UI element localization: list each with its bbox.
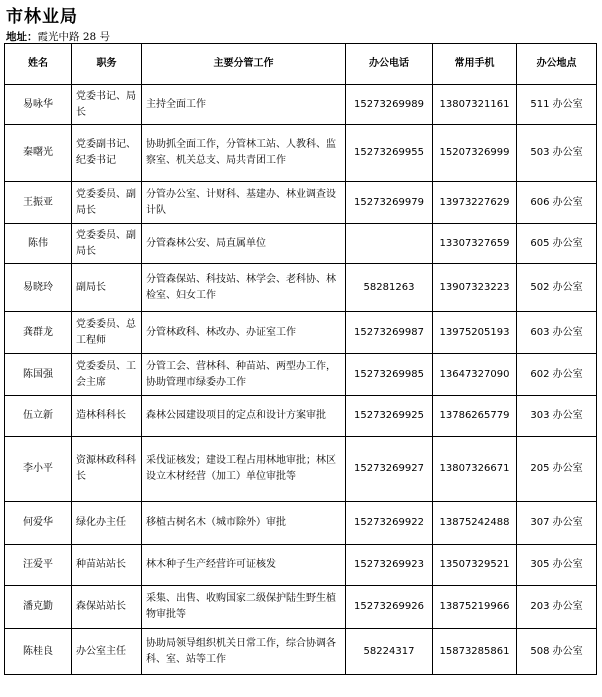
cell-name: 潘克勤 [5,586,72,629]
cell-duties: 林木种子生产经营许可证核发 [142,545,346,586]
cell-mobile: 13875242488 [433,502,517,545]
cell-duties: 分管森保站、科技站、林学会、老科协、林检室、妇女工作 [142,264,346,312]
page-title: 市林业局 [6,7,78,27]
cell-mobile: 13907323223 [433,264,517,312]
cell-position: 党委委员、副局长 [72,224,142,264]
cell-office: 503 办公室 [517,125,597,182]
cell-mobile: 13807321161 [433,85,517,125]
cell-mobile: 13307327659 [433,224,517,264]
table-row [5,396,597,437]
cell-office: 603 办公室 [517,312,597,354]
address-line [6,29,110,44]
cell-office: 303 办公室 [517,396,597,437]
cell-duties: 采伐证核发；建设工程占用林地审批；林区设立木材经营（加工）单位审批等 [142,437,346,502]
cell-name: 陈伟 [5,224,72,264]
cell-duties: 协助局领导组织机关日常工作，综合协调各科、室、站等工作 [142,629,346,675]
cell-office: 606 办公室 [517,182,597,224]
cell-office: 305 办公室 [517,545,597,586]
cell-duties: 分管办公室、计财科、基建办、林业调查设计队 [142,182,346,224]
cell-office-phone: 15273269985 [346,354,433,396]
cell-office-phone: 15273269925 [346,396,433,437]
cell-position: 造林科科长 [72,396,142,437]
cell-position: 副局长 [72,264,142,312]
col-header-office: 办公地点 [517,44,597,85]
cell-mobile: 13975205193 [433,312,517,354]
cell-office-phone: 15273269987 [346,312,433,354]
address-value: 霞光中路 28 号 [37,31,111,43]
cell-office-phone: 15273269922 [346,502,433,545]
cell-name: 易晓玲 [5,264,72,312]
cell-office-phone: 15273269926 [346,586,433,629]
col-header-duties: 主要分管工作 [142,44,346,85]
cell-office: 307 办公室 [517,502,597,545]
table-row [5,586,597,629]
cell-name: 李小平 [5,437,72,502]
table-row [5,437,597,502]
cell-office: 605 办公室 [517,224,597,264]
cell-office-phone: 15273269955 [346,125,433,182]
cell-position: 绿化办主任 [72,502,142,545]
table-row [5,182,597,224]
cell-position: 党委委员、总工程师 [72,312,142,354]
col-header-office-phone: 办公电话 [346,44,433,85]
cell-office: 508 办公室 [517,629,597,675]
address-label: 地址： [6,31,38,43]
cell-position: 党委书记、局长 [72,85,142,125]
cell-office-phone: 15273269923 [346,545,433,586]
table-row [5,312,597,354]
cell-position: 党委委员、副局长 [72,182,142,224]
cell-mobile: 13973227629 [433,182,517,224]
cell-duties: 协助抓全面工作，分管林工站、人教科、监察室、机关总支、局共青团工作 [142,125,346,182]
cell-mobile: 13647327090 [433,354,517,396]
cell-mobile: 13875219966 [433,586,517,629]
directory-table [4,43,597,675]
table-row [5,354,597,396]
cell-office: 205 办公室 [517,437,597,502]
cell-mobile: 13807326671 [433,437,517,502]
cell-duties: 分管森林公安、局直属单位 [142,224,346,264]
cell-duties: 分管工会、营林科、种苗站、两型办工作，协助管理市绿委办工作 [142,354,346,396]
cell-mobile: 15207326999 [433,125,517,182]
table-row [5,224,597,264]
cell-name: 王振亚 [5,182,72,224]
cell-office-phone: 15273269979 [346,182,433,224]
cell-office: 203 办公室 [517,586,597,629]
cell-name: 汪爱平 [5,545,72,586]
cell-name: 易咏华 [5,85,72,125]
cell-position: 森保站站长 [72,586,142,629]
cell-office-phone: 15273269989 [346,85,433,125]
table-row [5,629,597,675]
cell-mobile: 15873285861 [433,629,517,675]
cell-position: 党委副书记、纪委书记 [72,125,142,182]
col-header-position: 职务 [72,44,142,85]
cell-office-phone [346,224,433,264]
table-row [5,264,597,312]
cell-office: 511 办公室 [517,85,597,125]
table-row [5,545,597,586]
cell-name: 龚群龙 [5,312,72,354]
col-header-name: 姓名 [5,44,72,85]
cell-office-phone: 58281263 [346,264,433,312]
cell-name: 何爱华 [5,502,72,545]
cell-office: 502 办公室 [517,264,597,312]
cell-mobile: 13786265779 [433,396,517,437]
cell-position: 种苗站站长 [72,545,142,586]
cell-name: 伍立新 [5,396,72,437]
cell-office-phone: 58224317 [346,629,433,675]
table-row [5,85,597,125]
table-row [5,502,597,545]
header-row [5,44,597,85]
cell-name: 陈桂良 [5,629,72,675]
cell-position: 党委委员、工会主席 [72,354,142,396]
cell-office: 602 办公室 [517,354,597,396]
cell-duties: 分管林政科、林改办、办证室工作 [142,312,346,354]
cell-position: 办公室主任 [72,629,142,675]
cell-position: 资源林政科科长 [72,437,142,502]
cell-duties: 主持全面工作 [142,85,346,125]
cell-duties: 森林公园建设项目的定点和设计方案审批 [142,396,346,437]
cell-office-phone: 15273269927 [346,437,433,502]
col-header-mobile: 常用手机 [433,44,517,85]
cell-name: 陈国强 [5,354,72,396]
cell-duties: 移植古树名木（城市除外）审批 [142,502,346,545]
table-row [5,125,597,182]
cell-name: 秦曙光 [5,125,72,182]
cell-mobile: 13507329521 [433,545,517,586]
cell-duties: 采集、出售、收购国家二级保护陆生野生植物审批等 [142,586,346,629]
